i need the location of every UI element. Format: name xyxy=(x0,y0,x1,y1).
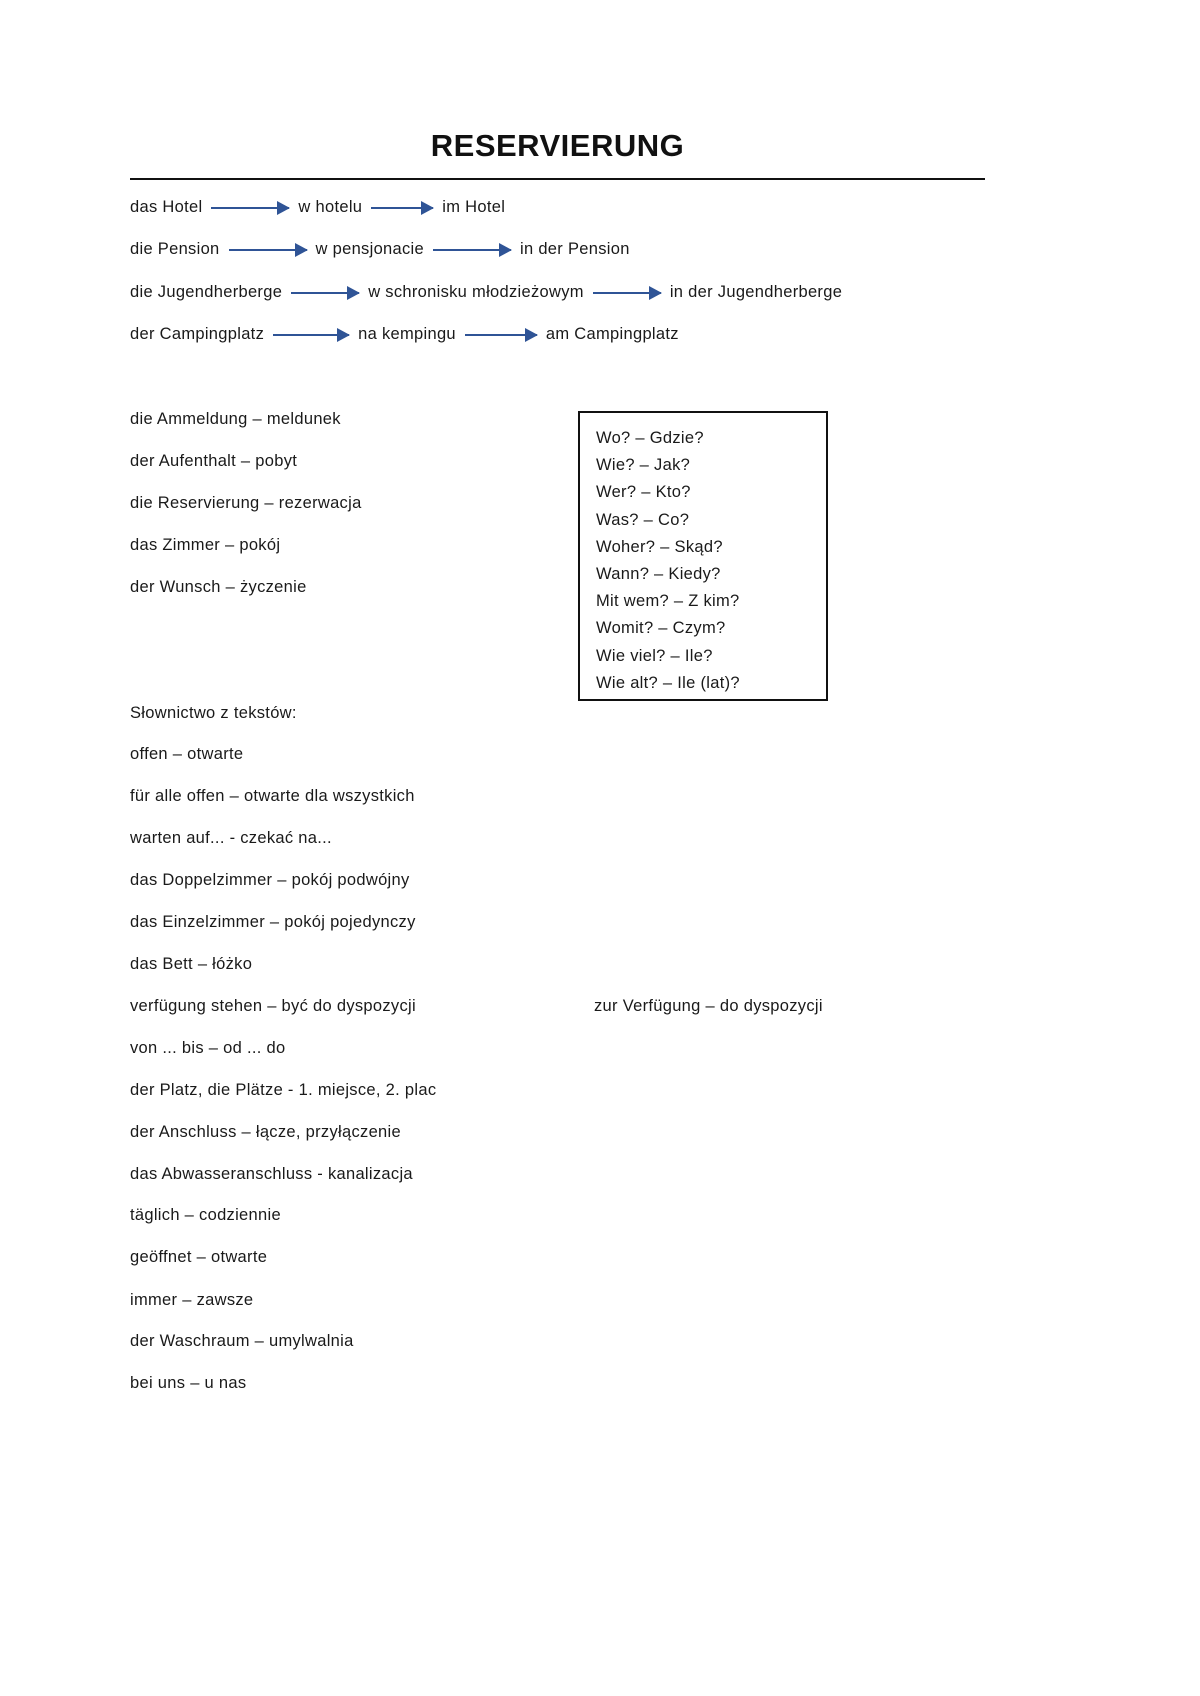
vocabulary-entry: täglich – codziennie xyxy=(130,1206,281,1224)
page-title: RESERVIERUNG xyxy=(430,128,685,163)
arrow-row xyxy=(130,240,630,259)
question-word-entry: Wo? – Gdzie? xyxy=(596,429,704,447)
arrow-row-term-de-locative: am Campingplatz xyxy=(545,325,679,343)
vocabulary-entry: das Abwasseranschluss - kanalizacja xyxy=(130,1165,413,1183)
arrow-row xyxy=(130,198,505,217)
question-word-entry: Mit wem? – Z kim? xyxy=(596,592,740,611)
arrow-row-term-de: die Jugendherberge xyxy=(130,283,283,301)
vocabulary-entry: offen – otwarte xyxy=(130,745,244,763)
question-words-box xyxy=(578,411,828,701)
arrow-icon xyxy=(211,201,289,215)
arrow-icon xyxy=(465,328,537,342)
vocabulary-entry: die Ammeldung – meldunek xyxy=(130,410,341,428)
arrow-row-term-pl: w schronisku młodzieżowym xyxy=(368,283,584,301)
arrow-row-term-pl: w pensjonacie xyxy=(315,240,424,258)
arrow-row-term-de: die Pension xyxy=(130,240,220,258)
arrow-icon xyxy=(371,201,433,215)
question-word-entry: Woher? – Skąd? xyxy=(596,537,723,556)
vocabulary-entry: die Reservierung – rezerwacja xyxy=(130,494,362,512)
arrow-head xyxy=(649,286,662,300)
arrow-row-term-de: das Hotel xyxy=(130,198,203,216)
arrow-icon xyxy=(593,286,661,300)
vocabulary-entry: das Doppelzimmer – pokój podwójny xyxy=(130,871,410,889)
vocabulary-entry: verfügung stehen – być do dyspozycji xyxy=(130,997,416,1015)
vocabulary-entry: der Wunsch – życzenie xyxy=(130,578,307,596)
vocabulary-entry: der Anschluss – łącze, przyłączenie xyxy=(130,1123,401,1141)
vocabulary-entry: der Platz, die Plätze - 1. miejsce, 2. plac xyxy=(130,1081,437,1099)
arrow-row-term-de: der Campingplatz xyxy=(130,325,265,343)
arrow-icon xyxy=(229,243,307,257)
question-word-entry: Wie viel? – Ile? xyxy=(596,646,713,665)
margin-note: zur Verfügung – do dyspozycji xyxy=(594,997,823,1015)
vocabulary-entry: warten auf... - czekać na... xyxy=(130,829,332,847)
title-divider xyxy=(130,178,985,180)
vocabulary-entry: bei uns – u nas xyxy=(130,1374,247,1392)
question-word-entry: Wann? – Kiedy? xyxy=(596,565,721,584)
arrow-head xyxy=(525,328,538,342)
vocabulary-entry: für alle offen – otwarte dla wszystkich xyxy=(130,787,415,805)
question-word-entry: Womit? – Czym? xyxy=(596,619,726,638)
vocabulary-entry: das Zimmer – pokój xyxy=(130,536,281,554)
question-word-entry: Wie alt? – Ile (lat)? xyxy=(596,673,740,692)
arrow-row-term-de-locative: im Hotel xyxy=(442,198,506,216)
vocabulary-entry: der Waschraum – umylwalnia xyxy=(130,1332,354,1350)
vocabulary-entry: immer – zawsze xyxy=(130,1291,254,1309)
arrow-row-term-de-locative: in der Pension xyxy=(520,240,630,258)
section-heading: Słownictwo z tekstów: xyxy=(130,704,297,722)
arrow-row-term-pl: na kempingu xyxy=(358,325,456,343)
vocabulary-entry: von ... bis – od ... do xyxy=(130,1039,286,1057)
arrow-row xyxy=(130,283,842,302)
question-word-entry: Wer? – Kto? xyxy=(596,483,691,502)
arrow-head xyxy=(421,201,434,215)
arrow-head xyxy=(277,201,290,215)
vocabulary-entry: geöffnet – otwarte xyxy=(130,1248,268,1266)
arrow-icon xyxy=(433,243,511,257)
arrow-head xyxy=(295,243,308,257)
arrow-head xyxy=(347,286,360,300)
arrow-row xyxy=(130,325,679,344)
arrow-icon xyxy=(291,286,359,300)
question-words-list xyxy=(596,425,812,697)
arrow-row-term-pl: w hotelu xyxy=(298,198,363,216)
arrow-row-term-de-locative: in der Jugendherberge xyxy=(669,283,843,301)
arrow-head xyxy=(499,243,512,257)
question-word-entry: Was? – Co? xyxy=(596,510,690,529)
arrow-icon xyxy=(273,328,349,342)
question-word-entry: Wie? – Jak? xyxy=(596,456,691,475)
vocabulary-entry: der Aufenthalt – pobyt xyxy=(130,452,298,470)
vocabulary-entry: das Einzelzimmer – pokój pojedynczy xyxy=(130,913,416,931)
vocabulary-entry: das Bett – łóżko xyxy=(130,955,253,973)
arrow-head xyxy=(337,328,350,342)
